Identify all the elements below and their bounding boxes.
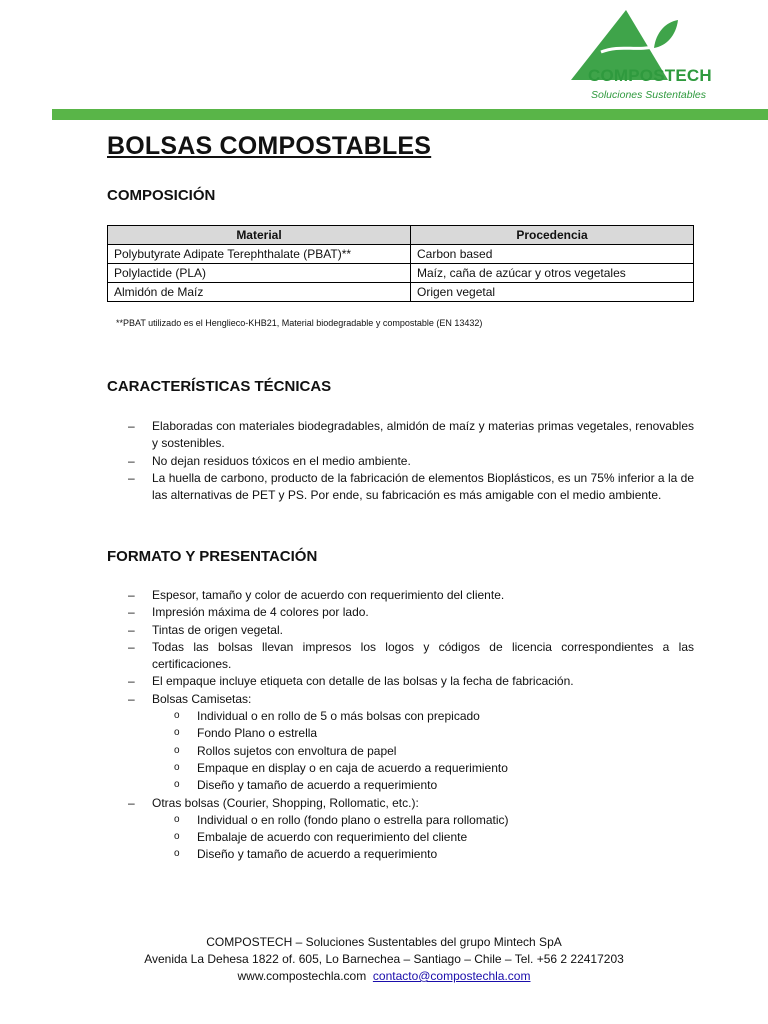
format-list xyxy=(107,587,694,864)
otras-sublist xyxy=(152,812,694,864)
table-cell: Carbon based xyxy=(411,245,694,264)
composition-footnote: **PBAT utilizado es el Henglieco-KHB21, Material biodegradable y compostable (EN 13432) xyxy=(116,318,483,328)
sublist-item: o Empaque en display o en caja de acuerdo a requerimiento xyxy=(152,760,694,777)
footer-email-link[interactable]: contacto@compostechla.com xyxy=(372,969,531,983)
list-item: – La huella de carbono, producto de la fabricación de elementos Bioplásticos, es un 75% inferior a la de las alternativas de PET y PS. Por ende, su fabricación es más amigable con el medio ambiente. xyxy=(107,470,694,505)
list-item-camisetas xyxy=(107,691,694,795)
header-accent-bar xyxy=(52,109,768,120)
sublist-item: o Fondo Plano o estrella xyxy=(152,725,694,742)
logo-tagline: Soluciones Sustentables xyxy=(591,89,706,101)
list-item: – Espesor, tamaño y color de acuerdo con requerimiento del cliente. xyxy=(107,587,694,604)
sublist-item: o Individual o en rollo de 5 o más bolsas con prepicado xyxy=(152,708,694,725)
table-cell: Polybutyrate Adipate Terephthalate (PBAT)** xyxy=(108,245,411,264)
sublist-item: o Rollos sujetos con envoltura de papel xyxy=(152,743,694,760)
camisetas-label: Bolsas Camisetas: xyxy=(152,691,252,706)
footer-contact-line xyxy=(0,968,768,985)
table-row xyxy=(108,264,694,283)
footer-company-line: COMPOSTECH – Soluciones Sustentables del grupo Mintech SpA xyxy=(206,935,562,949)
page-title: BOLSAS COMPOSTABLES xyxy=(107,132,432,160)
list-item: – No dejan residuos tóxicos en el medio ambiente. xyxy=(107,453,694,470)
footer-address-line: Avenida La Dehesa 1822 of. 605, Lo Barnechea – Santiago – Chile – Tel. +56 2 22417203 xyxy=(144,952,624,966)
page-footer xyxy=(0,934,768,985)
list-item: – Elaboradas con materiales biodegradables, almidón de maíz y materias primas vegetales, renovables y sostenibles. xyxy=(107,418,694,453)
table-header-row xyxy=(108,226,694,245)
sublist-item: o Diseño y tamaño de acuerdo a requerimiento xyxy=(152,846,694,863)
list-item: – Tintas de origen vegetal. xyxy=(107,622,694,639)
otras-label: Otras bolsas (Courier, Shopping, Rollomatic, etc.): xyxy=(152,795,419,810)
format-heading: FORMATO Y PRESENTACIÓN xyxy=(107,548,318,565)
logo-wordmark: COMPOSTECH xyxy=(588,66,712,85)
sublist-item: o Diseño y tamaño de acuerdo a requerimiento xyxy=(152,777,694,794)
column-header-procedencia: Procedencia xyxy=(411,226,694,245)
technical-heading: CARACTERÍSTICAS TÉCNICAS xyxy=(107,378,332,395)
table-row xyxy=(108,245,694,264)
technical-list xyxy=(107,418,694,504)
table-cell: Almidón de Maíz xyxy=(108,283,411,302)
sublist-item: o Individual o en rollo (fondo plano o estrella para rollomatic) xyxy=(152,812,694,829)
list-item: – Todas las bolsas llevan impresos los logos y códigos de licencia correspondientes a las certificaciones. xyxy=(107,639,694,674)
table-cell: Maíz, caña de azúcar y otros vegetales xyxy=(411,264,694,283)
company-logo xyxy=(566,8,726,104)
composition-table xyxy=(107,225,694,302)
composition-heading: COMPOSICIÓN xyxy=(107,187,216,204)
list-item: – El empaque incluye etiqueta con detalle de las bolsas y la fecha de fabricación. xyxy=(107,673,694,690)
table-cell: Origen vegetal xyxy=(411,283,694,302)
table-cell: Polylactide (PLA) xyxy=(108,264,411,283)
document-body xyxy=(107,132,694,862)
table-row xyxy=(108,283,694,302)
sublist-item: o Embalaje de acuerdo con requerimiento del cliente xyxy=(152,829,694,846)
camisetas-sublist xyxy=(152,708,694,794)
footer-website: www.compostechla.com xyxy=(237,969,367,983)
column-header-material: Material xyxy=(108,226,411,245)
list-item: – Impresión máxima de 4 colores por lado. xyxy=(107,604,694,621)
list-item-otras xyxy=(107,795,694,864)
